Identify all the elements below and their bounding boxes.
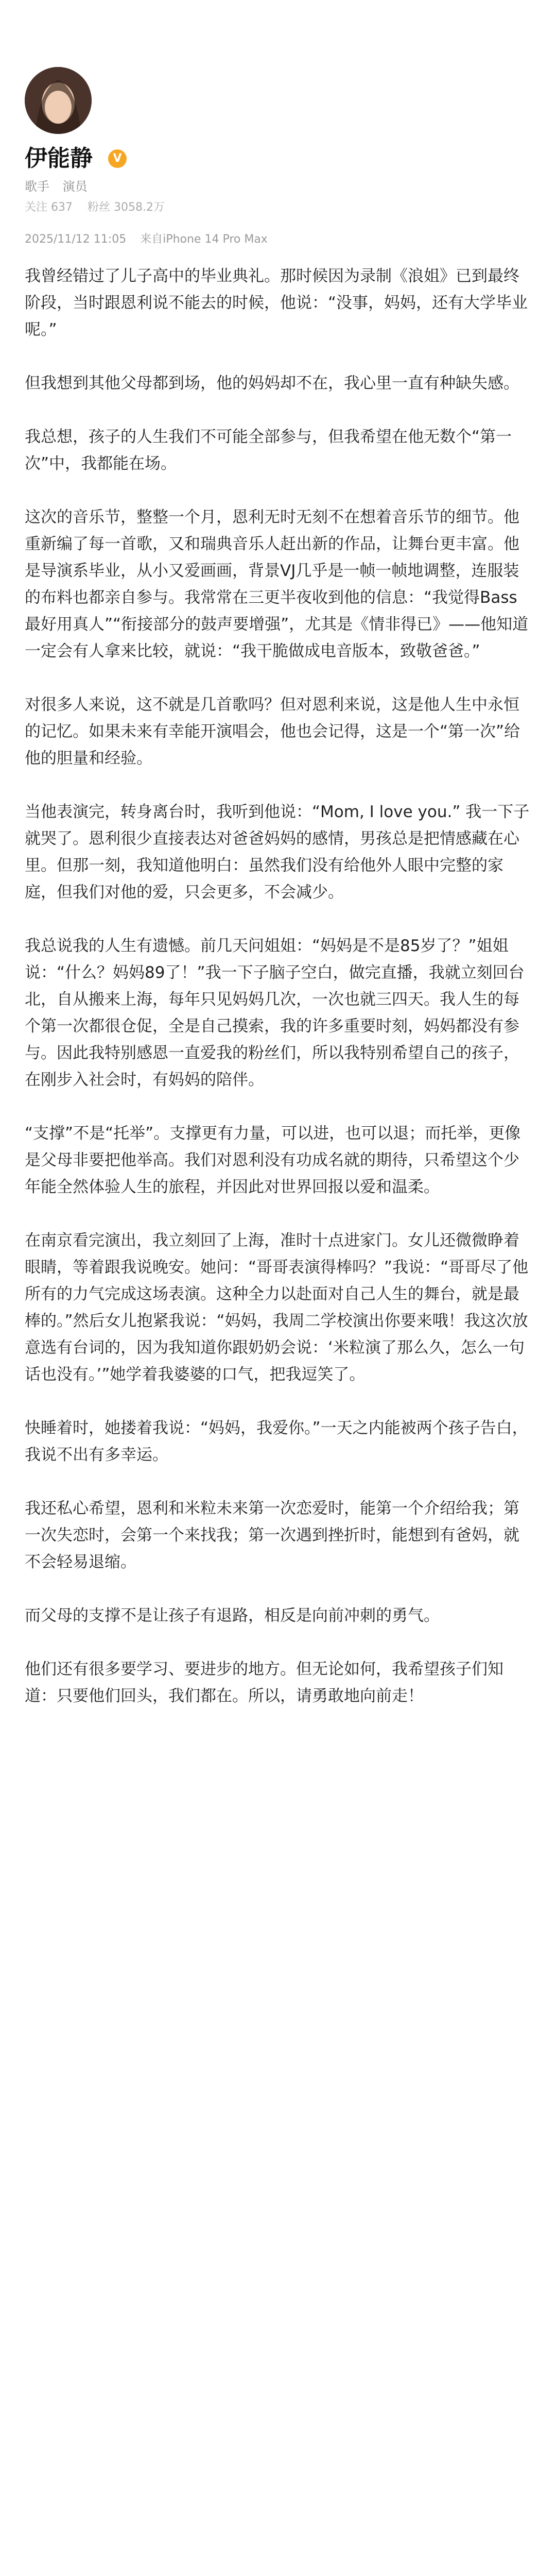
post-date: 2025/11/12 11:05 xyxy=(25,233,127,246)
profile-tags xyxy=(25,178,97,195)
paragraph: 对很多人来说，这不就是几首歌吗？但对恩利来说，这是他人生中永恒的记忆。如果未来有幸能开演唱会，他也会记得，这是一个“第一次”给他的胆量和经验。 xyxy=(25,696,520,768)
paragraph: “支撑”不是“托举”。支撑更有力量，可以进，也可以退；而托举，更像是父母非要把他举高。我们对恩利没有功成名就的期待，只希望这个少年能全然体验人生的旅程，并因此对世界回报以爱和温柔。 xyxy=(25,1124,521,1196)
paragraph: 我总想，孩子的人生我们不可能全部参与，但我希望在他无数个“第一次”中，我都能在场。 xyxy=(25,428,512,473)
paragraph: 这次的音乐节，整整一个月，恩利无时无刻不在想着音乐节的细节。他重新编了每一首歌，又和瑞典音乐人赶出新的作品，让舞台更丰富。他是导演系毕业，从小又爱画画，背景VJ几乎是一帧一帧地调整，连服装的布料也都亲自参与。我常常在三更半夜收到他的信息：“我觉得Bass最好用真人”“衔接部分的鼓声要增强”，尤其是《情非得已》——他知道一定会有人拿来比较，就说：“我干脆做成电音版本，致敬爸爸。” xyxy=(25,508,529,660)
paragraph: 我总说我的人生有遗憾。前几天问姐姐：“妈妈是不是85岁了？”姐姐说：“什么？妈妈89了！”我一下子脑子空白，做完直播，我就立刻回台北，自从搬来上海，每年只见妈妈几次，一次也就三四天。我人生的每个第一次都很仓促，全是自己摸索，我的许多重要时刻，妈妈都没有参与。因此我特别感恩一直爱我的粉丝们，所以我特别希望自己的孩子，在刚步入社会时，有妈妈的陪伴。 xyxy=(25,937,525,1089)
avatar[interactable] xyxy=(25,67,92,134)
post-body xyxy=(25,263,531,1736)
profile-name: 伊能静 xyxy=(25,145,93,172)
profile-tag: 演员 xyxy=(62,179,88,194)
avatar-image xyxy=(25,67,92,134)
paragraph: 快睡着时，她搂着我说：“妈妈，我爱你。”一天之内能被两个孩子告白，我说不出有多幸运。 xyxy=(25,1419,528,1464)
paragraph: 我还私心希望，恩利和米粒未来第一次恋爱时，能第一个介绍给我；第一次失恋时，会第一个来找我；第一次遇到挫折时，能想到有爸妈，就不会轻易退缩。 xyxy=(25,1499,519,1571)
paragraph: 他们还有很多要学习、要进步的地方。但无论如何，我希望孩子们知道：只要他们回头，我们都在。所以，请勇敢地向前走！ xyxy=(25,1660,503,1705)
paragraph: 我曾经错过了儿子高中的毕业典礼。那时候因为录制《浪姐》已到最终阶段，当时跟恩利说不能去的时候，他说：“没事，妈妈，还有大学毕业呢。” xyxy=(25,267,528,339)
post-meta xyxy=(25,232,278,247)
profile-header xyxy=(0,0,556,216)
paragraph: 而父母的支撑不是让孩子有退路，相反是向前冲刺的勇气。 xyxy=(25,1606,440,1625)
post-source: 来自iPhone 14 Pro Max xyxy=(140,233,268,246)
paragraph: 但我想到其他父母都到场，他的妈妈却不在，我心里一直有种缺失感。 xyxy=(25,374,519,393)
following-count[interactable]: 关注 637 xyxy=(25,201,73,214)
profile-stats xyxy=(25,200,176,215)
paragraph: 在南京看完演出，我立刻回了上海，准时十点进家门。女儿还微微睁着眼睛，等着跟我说晚安。她问：“哥哥表演得棒吗？”我说：“哥哥尽了他所有的力气完成这场表演。这种全力以赴面对自己人生的舞台，就是最棒的。”然后女儿抱紧我说：“妈妈，我周二学校演出你要来哦！我这次放意选有台词的，因为我知道你跟奶奶会说：‘米粒演了那么久，怎么一句话也没有。’”她学着我婆婆的口气，把我逗笑了。 xyxy=(25,1231,529,1384)
verified-badge-icon: V xyxy=(108,149,127,168)
followers-count[interactable]: 粉丝 3058.2万 xyxy=(88,201,165,214)
paragraph: 当他表演完，转身离台时，我听到他说：“Mom, I love you.” 我一下子就哭了。恩利很少直接表达对爸爸妈妈的感情，男孩总是把情感藏在心里。但那一刻，我知道他明白：虽然我们没有给他外人眼中完整的家庭，但我们对他的爱，只会更多，不会减少。 xyxy=(25,803,530,902)
profile-tag: 歌手 xyxy=(25,179,49,194)
